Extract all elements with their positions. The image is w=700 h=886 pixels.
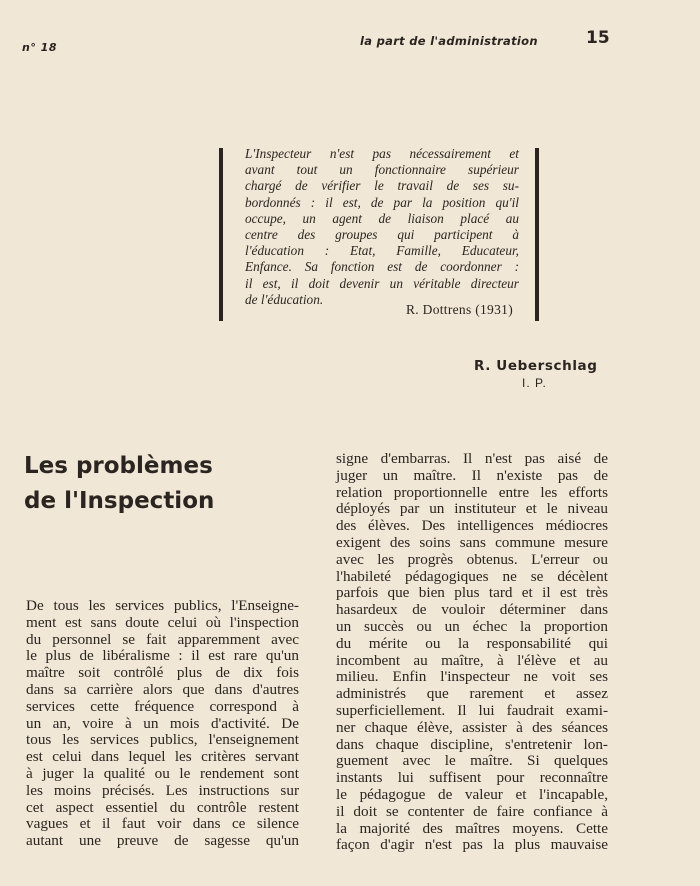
text-line: instants lui suffisent pour reconnaître (336, 769, 608, 787)
title-line: de l'Inspection (24, 488, 215, 514)
text-line: ner chaque élève, assister à des séances (336, 718, 608, 736)
text-line: cet aspect essentiel du contrôle restent (26, 798, 299, 816)
text-line: relation proportionnelle entre les efforts (336, 483, 608, 501)
quote-line: centre des groupes qui participent à (245, 227, 519, 243)
text-line: l'habileté pédagogiques ne se décèlent (336, 567, 608, 585)
quote-line: chargé de vérifier le travail de ses su- (245, 178, 519, 194)
quote-line: Enfance. Sa fonction est de coordonner : (245, 259, 519, 275)
text-line: administrés que rarement et assez (336, 685, 608, 703)
text-line: est celui dans lequel les critères servant (26, 748, 299, 766)
quote-attribution: R. Dottrens (1931) (405, 302, 513, 317)
running-title: la part de l'administration (360, 34, 538, 48)
author-role: I. P. (522, 376, 547, 390)
text-line: superficiellement. Il lui faudrait exami- (336, 701, 608, 719)
text-line: parfois que bien plus tard et il est très (336, 584, 608, 602)
issue-number: n° 18 (22, 41, 57, 54)
text-line: des élèves. Des intelligences médiocres (336, 517, 608, 535)
text-line: un an, voire à un mois d'activité. De (26, 714, 299, 732)
text-line: maître soit contrôlé plus de dix fois (26, 664, 299, 682)
text-line: avec les progrès obtenus. L'erreur ou (336, 550, 608, 568)
quote-line: occupe, un agent de liaison placé au (245, 210, 519, 226)
article-title (24, 449, 314, 519)
quote-line: bordonnés : il est, de par la position qu'il (245, 194, 519, 210)
text-line: dans chaque discipline, s'entretenir lon- (336, 735, 608, 753)
text-line: ment est sans doute celui où l'inspection (26, 613, 299, 631)
text-line: façon d'agir n'est pas la plus mauvaise (336, 836, 608, 854)
text-line: autant une preuve de sagesse qu'un (26, 832, 299, 850)
text-line: juger un maître. Il n'existe pas de (336, 466, 608, 484)
text-line: du personnel se fait apparemment avec (26, 630, 299, 648)
quote-line: il est, il doit devenir un véritable directeur (245, 275, 519, 291)
text-line: incombent au maître, à l'élève et au (336, 651, 608, 669)
text-line: services cette fréquence correspond à (26, 697, 299, 715)
text-line: dans sa carrière alors que dans d'autres (26, 680, 299, 698)
text-line: le pédagogue de valeur et l'incapable, (336, 785, 608, 803)
text-line: un succès ou un échec la proportion (336, 617, 608, 635)
article-column-left (26, 598, 299, 850)
article-column-right (336, 451, 608, 854)
text-line: le plus de libéralisme : il est rare qu'un (26, 647, 299, 665)
text-line: milieu. Enfin l'inspecteur ne voit ses (336, 668, 608, 686)
quote-line: L'Inspecteur n'est pas nécessairement et (245, 146, 519, 161)
text-line: vagues et il faut voir dans ce silence (26, 815, 299, 833)
title-line: Les problèmes (24, 453, 213, 479)
text-line: du mérite ou la responsabilité qui (336, 634, 608, 652)
text-line: tous les services publics, l'enseignement (26, 731, 299, 749)
text-line: De tous les services publics, l'Enseigne- (26, 597, 299, 614)
text-line: hasardeux de vouloir déterminer dans (336, 601, 608, 619)
epigraph-quote-text (245, 146, 519, 308)
text-line: déployés par un instituteur et le niveau (336, 500, 608, 518)
text-line: il doit se contenter de faire confiance à (336, 802, 608, 820)
page-number: 15 (586, 28, 610, 48)
text-line: les moins précisés. Les instructions sur (26, 781, 299, 799)
text-line: la majorité des maîtres moyens. Cette (336, 819, 608, 837)
text-line: signe d'embarras. Il n'est pas aisé de (336, 450, 608, 467)
quote-line: de l'éducation. (245, 291, 324, 307)
epigraph-quote-box (219, 148, 539, 321)
text-line: guement avec le maître. Si quelques (336, 752, 608, 770)
text-line: exigent des soins sans commune mesure (336, 533, 608, 551)
text-line: à juger la qualité ou le rendement sont (26, 764, 299, 782)
quote-line: avant tout un fonctionnaire supérieur (245, 162, 519, 178)
quote-line: l'éducation : Etat, Famille, Educateur, (245, 243, 519, 259)
author-name: R. Ueberschlag (474, 358, 598, 374)
